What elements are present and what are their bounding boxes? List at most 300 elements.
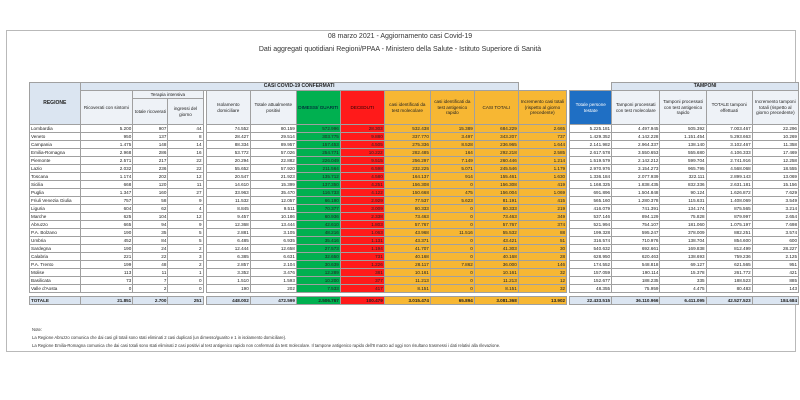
cell-value: 261.772 <box>706 269 752 277</box>
cell-value: 8.151 <box>474 285 518 293</box>
cell-value: 188.523 <box>706 277 752 285</box>
cell-value: 914 <box>430 173 474 181</box>
cell-value: 11 <box>168 181 203 189</box>
cell-value: 1.626.872 <box>706 189 752 197</box>
cell-value: 3.549 <box>752 197 798 205</box>
cell-value: 7.003.467 <box>706 125 752 133</box>
cell-value: 875.565 <box>706 205 752 213</box>
cell-value: 2.617.578 <box>570 149 612 157</box>
cell-value: 1.510 <box>206 277 250 285</box>
cell-value: 42.527.523 <box>706 297 752 305</box>
cell-value: 199.328 <box>570 229 612 237</box>
cell-value: 80.159 <box>250 125 296 133</box>
cell-value: 65.894 <box>430 297 474 305</box>
cell-value: 7.149 <box>430 157 474 165</box>
cell-value: 11.358 <box>752 141 798 149</box>
cell-value: 3.154.273 <box>612 165 660 173</box>
cell-value: 17.469 <box>752 149 798 157</box>
cell-value: 0 <box>80 285 133 293</box>
cell-value: 965.795 <box>660 165 706 173</box>
group-header-tamponi: TAMPONI <box>612 83 799 91</box>
cell-value: 7 <box>133 277 168 285</box>
cell-value: 13.902 <box>518 297 566 305</box>
cell-value: 741.391 <box>612 205 660 213</box>
cell-value: 80.333 <box>474 205 518 213</box>
cell-value: 1.519.579 <box>570 157 612 165</box>
region-name: Umbria <box>30 237 81 245</box>
cell-value: 219 <box>518 205 566 213</box>
cell-value: 0 <box>430 245 474 253</box>
cell-value: 879.997 <box>706 213 752 221</box>
cell-value: 51 <box>518 237 566 245</box>
cell-value: 156.308 <box>474 181 518 189</box>
cell-value: 43.421 <box>474 237 518 245</box>
cell-value: 4.505 <box>340 141 384 149</box>
cell-value: 2.857 <box>206 261 250 269</box>
cell-value: 710.976 <box>612 237 660 245</box>
cell-value: 256.297 <box>384 157 430 165</box>
region-name: Liguria <box>30 205 81 213</box>
cell-value: 44 <box>168 125 203 133</box>
cell-value: 759.236 <box>706 253 752 261</box>
cell-value: 28.117 <box>384 261 430 269</box>
region-name: Toscana <box>30 173 81 181</box>
cell-value: 2.585 <box>518 149 566 157</box>
cell-value: 349 <box>518 213 566 221</box>
cell-value: 14.610 <box>206 181 250 189</box>
cell-value: 692.661 <box>612 245 660 253</box>
cell-value: 36.110.966 <box>612 297 660 305</box>
cell-value: 421 <box>752 269 798 277</box>
cell-value: 35 <box>133 229 168 237</box>
cell-value: 2.032 <box>80 165 133 173</box>
cell-value: 15.389 <box>430 125 474 133</box>
cell-value: 2.142.212 <box>612 157 660 165</box>
cell-value: 6.411.095 <box>660 297 706 305</box>
table-row <box>30 237 799 245</box>
table-row <box>30 157 799 165</box>
cell-value: 0 <box>430 205 474 213</box>
cell-value: 335 <box>660 277 706 285</box>
col-header-casi-totali: CASI TOTALI <box>474 91 518 125</box>
cell-value: 43.968 <box>384 229 430 237</box>
cell-value: 0 <box>430 213 474 221</box>
cell-value: 57.767 <box>474 221 518 229</box>
table-row <box>30 245 799 253</box>
cell-value: 2.665 <box>518 125 566 133</box>
cell-value: 188.235 <box>612 277 660 285</box>
cell-value: 572.996 <box>296 125 340 133</box>
cell-value: 5.225.181 <box>570 125 612 133</box>
cell-value: 1.131 <box>340 237 384 245</box>
cell-value: 9 <box>168 197 203 205</box>
cell-value: 40.168 <box>384 253 430 261</box>
cell-value: 381 <box>340 269 384 277</box>
cell-value: 286 <box>133 149 168 157</box>
cell-value: 1.504.848 <box>612 189 660 197</box>
cell-value: 7.533 <box>296 285 340 293</box>
cell-value: 226.049 <box>296 157 340 165</box>
col-header-tamponi-incremento: Incremento tamponi totali (rispetto al giorno precedente) <box>752 91 798 125</box>
cell-value: 2.631.181 <box>706 181 752 189</box>
cell-value: 832.336 <box>660 181 706 189</box>
cell-value: 48 <box>133 261 168 269</box>
col-header-deceduti: DECEDUTI <box>340 91 384 125</box>
cell-value: 245.546 <box>474 165 518 173</box>
cell-value: 40.168 <box>474 253 518 261</box>
cell-value: 12 <box>518 277 566 285</box>
cell-value: 4.122 <box>340 189 384 197</box>
cell-value: 452 <box>80 237 133 245</box>
cell-value: 29.514 <box>250 133 296 141</box>
col-header-molecolare: casi identificati da test molecolare <box>384 91 430 125</box>
cell-value: 950 <box>80 133 133 141</box>
table-row <box>30 277 799 285</box>
cell-value: 190 <box>206 285 250 293</box>
cell-value: 415 <box>518 197 566 205</box>
table-row <box>30 213 799 221</box>
cell-value: 41.303 <box>474 245 518 253</box>
table-row <box>30 205 799 213</box>
cell-value: 754.107 <box>612 221 660 229</box>
cell-value: 174.552 <box>570 261 612 269</box>
cell-value: 620.463 <box>612 253 660 261</box>
cell-value: 1.075.197 <box>706 221 752 229</box>
cell-value: 33.963 <box>206 189 250 197</box>
cell-value: 684.229 <box>474 125 518 133</box>
col-header-tamponi-totale: TOTALE tamponi effettuati <box>706 91 752 125</box>
cell-value: 1.838.435 <box>612 181 660 189</box>
cell-value: 416.079 <box>570 205 612 213</box>
cell-value: 854.600 <box>706 237 752 245</box>
cell-value: 74.552 <box>206 125 250 133</box>
table-row <box>30 149 799 157</box>
cell-value: 282.485 <box>384 149 430 157</box>
cell-value: 951 <box>752 261 798 269</box>
cell-value: 1.336.184 <box>570 173 612 181</box>
table-row <box>30 189 799 197</box>
cell-value: 30 <box>518 245 566 253</box>
table-row <box>30 133 799 141</box>
cell-value: 11 <box>133 269 168 277</box>
cell-value: 104 <box>133 213 168 221</box>
cell-value: 0 <box>430 181 474 189</box>
cell-value: 1.151.454 <box>660 133 706 141</box>
cell-value: 1.347 <box>80 189 133 197</box>
cell-value: 0 <box>168 277 203 285</box>
cell-value: 12.658 <box>250 245 296 253</box>
cell-value: 6.935 <box>250 237 296 245</box>
cell-value: 58 <box>133 197 168 205</box>
cell-value: 60.936 <box>296 213 340 221</box>
cell-value: 138.140 <box>660 141 706 149</box>
cell-value: 43.371 <box>384 237 430 245</box>
cell-value: 30.639 <box>296 261 340 269</box>
region-name: Puglia <box>30 189 81 197</box>
cell-value: 254.771 <box>296 149 340 157</box>
col-header-incremento: Incremento casi totali (rispetto al giorno precedente) <box>518 91 566 125</box>
cell-value: 80.483 <box>706 285 752 293</box>
cell-value: 184.684 <box>752 297 798 305</box>
col-header-isolamento: Isolamento domiciliare <box>206 91 250 125</box>
cell-value: 668 <box>80 181 133 189</box>
cell-value: 595.247 <box>612 229 660 237</box>
col-header-attualmente: Totale attualmente positivi <box>250 91 296 125</box>
cell-value: 53.772 <box>206 149 250 157</box>
region-name: P.A. Trento <box>30 261 81 269</box>
cell-value: 337.770 <box>384 133 430 141</box>
cell-value: 120 <box>133 181 168 189</box>
cell-value: 35.416 <box>296 237 340 245</box>
cell-value: 0 <box>430 237 474 245</box>
group-header-casi: CASI COVID-19 CONFERMATI <box>80 83 518 91</box>
cell-value: 2.571 <box>80 157 133 165</box>
cell-value: 13.444 <box>250 221 296 229</box>
cell-value: 181.060 <box>660 221 706 229</box>
col-header-tamponi-molecolare: Tamponi processati con test molecolare <box>612 91 660 125</box>
cell-value: 1.475 <box>80 141 133 149</box>
region-name: Sicilia <box>30 181 81 189</box>
cell-value: 24 <box>133 245 168 253</box>
cell-value: 628.950 <box>570 253 612 261</box>
cell-value: 15.399 <box>250 181 296 189</box>
col-header-region: REGIONE <box>30 83 81 125</box>
table-row <box>30 229 799 237</box>
cell-value: 55.652 <box>206 165 250 173</box>
cell-value: 100.479 <box>340 297 384 305</box>
cell-value: 14 <box>168 141 203 149</box>
cell-value: 6.485 <box>206 237 250 245</box>
cell-value: 2.929 <box>340 197 384 205</box>
table-row <box>30 285 799 293</box>
cell-value: 737 <box>518 133 566 141</box>
cell-value: 20.547 <box>206 173 250 181</box>
cell-value: 882.251 <box>706 229 752 237</box>
table-row <box>30 269 799 277</box>
cell-value: 565.160 <box>570 197 612 205</box>
cell-value: 1.408.069 <box>706 197 752 205</box>
cell-value: 275.336 <box>384 141 430 149</box>
cell-value: 2.338 <box>340 213 384 221</box>
total-row <box>30 297 799 305</box>
cell-value: 143 <box>752 285 798 293</box>
cell-value: 599.704 <box>660 157 706 165</box>
cell-value: 7.698 <box>752 221 798 229</box>
cell-value: 12 <box>168 173 203 181</box>
cell-value: 89.957 <box>250 141 296 149</box>
cell-value: 138.704 <box>660 237 706 245</box>
cell-value: 2 <box>168 245 203 253</box>
cell-value: 69.127 <box>660 261 706 269</box>
cell-value: 32 <box>518 269 566 277</box>
cell-value: 0 <box>430 277 474 285</box>
region-name: Valle d'Aosta <box>30 285 81 293</box>
cell-value: 66.190 <box>296 197 340 205</box>
cell-value: 8.528 <box>430 141 474 149</box>
region-name: Lazio <box>30 165 81 173</box>
cell-value: 22 <box>133 253 168 261</box>
cell-value: 3.015.474 <box>384 297 430 305</box>
cell-value: 156.004 <box>474 189 518 197</box>
cell-value: 9.880 <box>340 133 384 141</box>
table-row <box>30 173 799 181</box>
cell-value: 36.000 <box>474 261 518 269</box>
region-name: TOTALE <box>30 297 81 305</box>
cell-value: 2.968 <box>80 149 133 157</box>
cell-value: 16 <box>168 149 203 157</box>
col-header-ricoverati: Ricoverati con sintomi <box>80 91 133 125</box>
cell-value: 12.057 <box>250 197 296 205</box>
cell-value: 134.174 <box>660 205 706 213</box>
cell-value: 419 <box>518 181 566 189</box>
notes <box>32 326 772 350</box>
cell-value: 3.102.467 <box>706 141 752 149</box>
cell-value: 190 <box>80 245 133 253</box>
cell-value: 12.258 <box>752 157 798 165</box>
cell-value: 113 <box>80 269 133 277</box>
col-header-ti-ingressi: ingressi del giorno <box>168 99 203 125</box>
table-row <box>30 253 799 261</box>
cell-value: 604 <box>80 205 133 213</box>
cell-value: 73.463 <box>384 213 430 221</box>
cell-value: 164 <box>430 149 474 157</box>
cell-value: 4 <box>168 205 203 213</box>
region-name: Marche <box>30 213 81 221</box>
cell-value: 600 <box>752 237 798 245</box>
cell-value: 57.026 <box>250 149 296 157</box>
cell-value: 521.994 <box>570 221 612 229</box>
cell-value: 322.111 <box>660 173 706 181</box>
cell-value: 1.803 <box>340 221 384 229</box>
cell-value: 10.222 <box>340 149 384 157</box>
cell-value: 146 <box>518 261 566 269</box>
cell-value: 1.179 <box>518 165 566 173</box>
cell-value: 8 <box>168 133 203 141</box>
cell-value: 1.194 <box>340 245 384 253</box>
cell-value: 303.775 <box>296 133 340 141</box>
cell-value: 1.280.378 <box>612 197 660 205</box>
cell-value: 152.677 <box>570 277 612 285</box>
cell-value: 3.497 <box>430 133 474 141</box>
cell-value: 22.433.515 <box>570 297 612 305</box>
cell-value: 417 <box>340 285 384 293</box>
cell-value: 10.161 <box>474 269 518 277</box>
cell-value: 15.156 <box>752 181 798 189</box>
cell-value: 2.741.916 <box>706 157 752 165</box>
cell-value: 2.125 <box>752 253 798 261</box>
cell-value: 1.174 <box>80 173 133 181</box>
notes-label: Note: <box>32 327 43 332</box>
cell-value: 343.207 <box>474 133 518 141</box>
col-header-persone: Totale persone testate <box>570 91 612 125</box>
region-name: Abruzzo <box>30 221 81 229</box>
cell-value: 84 <box>133 237 168 245</box>
cell-value: 22 <box>168 165 203 173</box>
cell-value: 57.767 <box>384 221 430 229</box>
cell-value: 1.063 <box>340 229 384 237</box>
cell-value: 5.200 <box>80 125 133 133</box>
cell-value: 5.071 <box>430 165 474 173</box>
cell-value: 35.470 <box>250 189 296 197</box>
cell-value: 148 <box>133 141 168 149</box>
cell-value: 48.355 <box>570 285 612 293</box>
cell-value: 8.845 <box>206 205 250 213</box>
cell-value: 1.644 <box>518 141 566 149</box>
cell-value: 2.654 <box>752 213 798 221</box>
cell-value: 0 <box>168 285 203 293</box>
cell-value: 90.124 <box>660 189 706 197</box>
cell-value: 12 <box>168 213 203 221</box>
cell-value: 115.631 <box>660 197 706 205</box>
cell-value: 292.218 <box>474 149 518 157</box>
table-row <box>30 141 799 149</box>
cell-value: 3.476 <box>250 269 296 277</box>
cell-value: 15.378 <box>660 269 706 277</box>
cell-value: 10.269 <box>752 133 798 141</box>
cell-value: 48.216 <box>296 229 340 237</box>
cell-value: 21.851 <box>80 297 133 305</box>
cell-value: 3.352 <box>206 269 250 277</box>
cell-value: 374 <box>518 221 566 229</box>
cell-value: 2.970.976 <box>570 165 612 173</box>
cell-value: 27 <box>168 189 203 197</box>
cell-value: 378.009 <box>660 229 706 237</box>
cell-value: 812.499 <box>706 245 752 253</box>
cell-value: 137 <box>133 133 168 141</box>
cell-value: 2 <box>133 285 168 293</box>
col-header-tamponi-antigenico: Tamponi processati con test antigenico rapido <box>660 91 706 125</box>
col-header-antigenico: casi identificati da test antigenico rapido <box>430 91 474 125</box>
cell-value: 116.733 <box>296 189 340 197</box>
cell-value: 4.475 <box>660 285 706 293</box>
cell-value: 505.392 <box>660 125 706 133</box>
region-name: Piemonte <box>30 157 81 165</box>
cell-value: 625 <box>80 213 133 221</box>
cell-value: 3.574 <box>752 229 798 237</box>
cell-value: 1.593 <box>250 277 296 285</box>
cell-value: 5 <box>168 237 203 245</box>
cell-value: 62 <box>133 205 168 213</box>
cell-value: 11.213 <box>384 277 430 285</box>
cell-value: 5 <box>168 229 203 237</box>
cell-value: 3 <box>168 253 203 261</box>
cell-value: 20.294 <box>206 157 250 165</box>
cell-value: 138.693 <box>660 253 706 261</box>
cell-value: 5.623 <box>430 197 474 205</box>
report-title: 08 marzo 2021 - Aggiornamento casi Covid-19 <box>327 33 473 40</box>
cell-value: 894.129 <box>612 213 660 221</box>
cell-value: 4.142.228 <box>612 133 660 141</box>
cell-value: 135.712 <box>296 173 340 181</box>
cell-value: 2.964.337 <box>612 141 660 149</box>
cell-value: 12.368 <box>206 221 250 229</box>
report-subtitle: Dati aggregati quotidiani Regioni/PPAA - Ministero della Salute - Istituto Superiore di Sanità <box>258 46 542 53</box>
cell-value: 555.680 <box>660 149 706 157</box>
cell-value: 6.631 <box>250 253 296 261</box>
cell-value: 472.599 <box>250 297 296 305</box>
cell-value: 548.818 <box>612 261 660 269</box>
cell-value: 2.881 <box>206 229 250 237</box>
cell-value: 190 <box>80 229 133 237</box>
cell-value: 1.429.352 <box>570 133 612 141</box>
cell-value: 475 <box>430 189 474 197</box>
region-name: Sardegna <box>30 245 81 253</box>
cell-value: 157.059 <box>570 269 612 277</box>
cell-value: 10.200 <box>296 277 340 285</box>
cell-value: 1.630 <box>518 173 566 181</box>
cell-value: 150.668 <box>384 189 430 197</box>
cell-value: 3.105 <box>250 229 296 237</box>
